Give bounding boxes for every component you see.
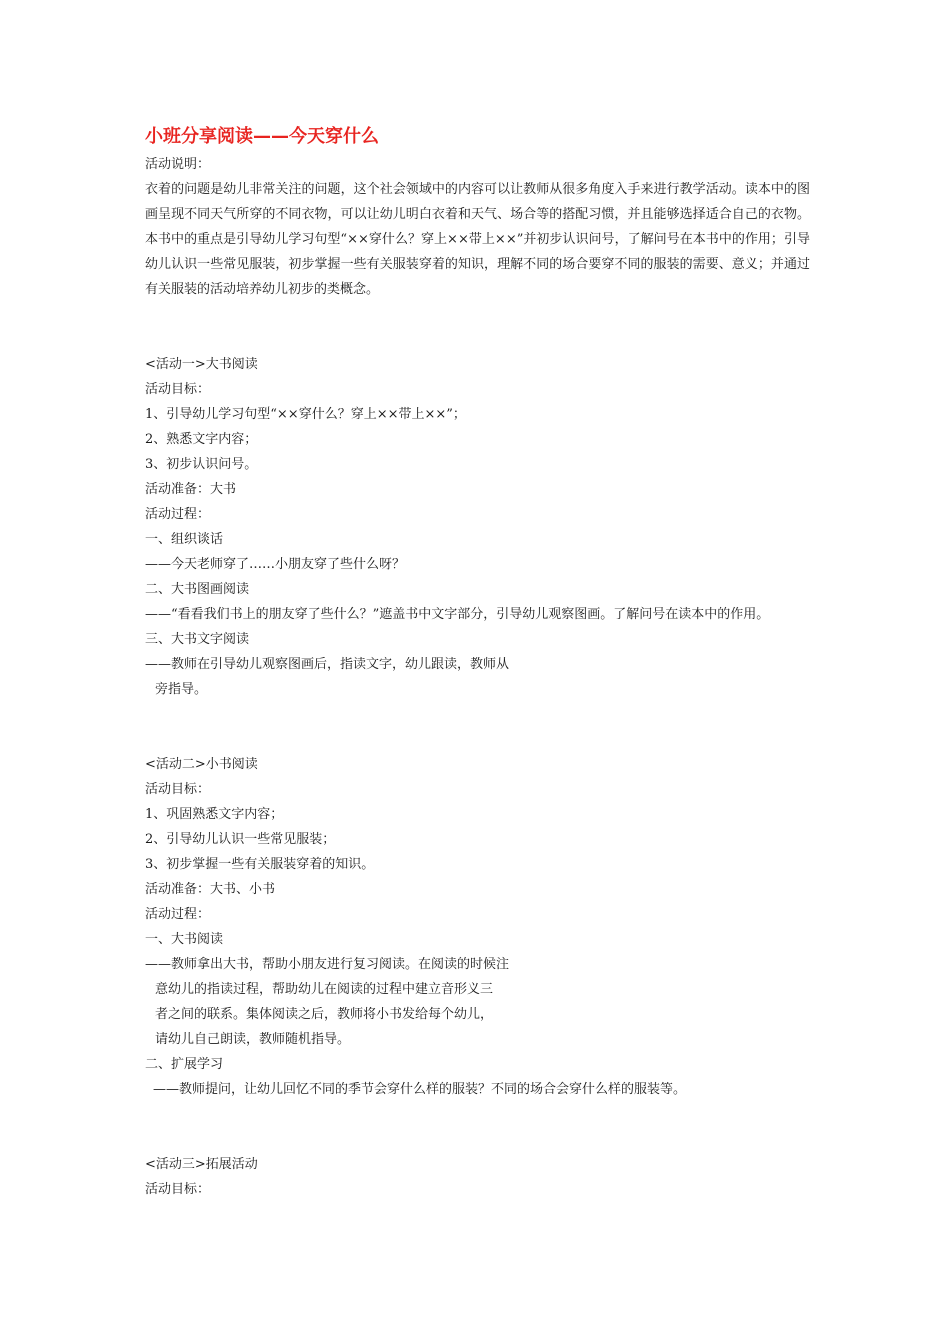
activity1-goal-3: 3、初步认识问号。 (145, 457, 258, 472)
activity2-prep: 活动准备：大书、小书 (145, 882, 276, 897)
activity1-step-1: 一、组织谈话 (145, 532, 224, 547)
activity1-heading: <活动一>大书阅读 (145, 357, 258, 372)
activity1-prep: 活动准备：大书 (145, 482, 237, 497)
activity2-step-1-text-cont: 请幼儿自己朗读，教师随机指导。 (155, 1032, 351, 1047)
activity2-goal-3: 3、初步掌握一些有关服装穿着的知识。 (145, 857, 375, 872)
document-body (145, 124, 810, 1202)
activity2-goal-label: 活动目标： (145, 782, 211, 797)
spacer (145, 302, 810, 352)
activity1-process-label: 活动过程： (145, 507, 211, 522)
document-title: 小班分享阅读——今天穿什么 (145, 126, 379, 147)
activity2-goal-2: 2、引导幼儿认识一些常见服装； (145, 832, 336, 847)
activity2-heading: <活动二>小书阅读 (145, 757, 258, 772)
activity1-goal-1: 1、引导幼儿学习句型“××穿什么？穿上××带上××”； (145, 407, 466, 422)
intro-label: 活动说明： (145, 157, 211, 172)
spacer (145, 1102, 810, 1152)
activity2-step-1-text: ——教师拿出大书，帮助小朋友进行复习阅读。在阅读的时候注 (145, 957, 510, 972)
intro-paragraph: 衣着的问题是幼儿非常关注的问题，这个社会领域中的内容可以让教师从很多角度入手来进行教学活动。读本中的图画呈现不同天气所穿的不同衣物，可以让幼儿明白衣着和天气、场合等的搭配习惯，并且能够选择适合自己的衣物。本书中的重点是引导幼儿学习句型“××穿什么？穿上××带上××”并初步认识问号，了解问号在本书中的作用；引导幼儿认识一些常见服装，初步掌握一些有关服装穿着的知识，理解不同的场合要穿不同的服装的需要、意义；并通过有关服装的活动培养幼儿初步的类概念。 (145, 182, 810, 297)
activity1-step-2: 二、大书图画阅读 (145, 582, 250, 597)
activity2-step-2-text: ——教师提问，让幼儿回忆不同的季节会穿什么样的服装？不同的场合会穿什么样的服装等。 (153, 1082, 687, 1097)
activity2-step-1-text-cont: 者之间的联系。集体阅读之后，教师将小书发给每个幼儿， (155, 1007, 494, 1022)
activity1-step-2-text: ——“看看我们书上的朋友穿了些什么？”遮盖书中文字部分，引导幼儿观察图画。了解问号在读本中的作用。 (145, 607, 770, 622)
activity1-goal-2: 2、熟悉文字内容； (145, 432, 258, 447)
activity3-goal-label: 活动目标： (145, 1182, 211, 1197)
spacer (145, 702, 810, 752)
activity2-goal-1: 1、巩固熟悉文字内容； (145, 807, 284, 822)
activity2-step-2: 二、扩展学习 (145, 1057, 224, 1072)
activity1-step-1-text: ——今天老师穿了……小朋友穿了些什么呀？ (145, 557, 406, 572)
activity2-step-1: 一、大书阅读 (145, 932, 224, 947)
activity1-step-3-text-cont: 旁指导。 (155, 682, 208, 697)
activity1-step-3: 三、大书文字阅读 (145, 632, 250, 647)
activity2-step-1-text-cont: 意幼儿的指读过程，帮助幼儿在阅读的过程中建立音形义三 (155, 982, 494, 997)
activity1-goal-label: 活动目标： (145, 382, 211, 397)
activity1-step-3-text: ——教师在引导幼儿观察图画后，指读文字，幼儿跟读，教师从 (145, 657, 510, 672)
activity2-process-label: 活动过程： (145, 907, 211, 922)
activity3-heading: <活动三>拓展活动 (145, 1157, 258, 1172)
